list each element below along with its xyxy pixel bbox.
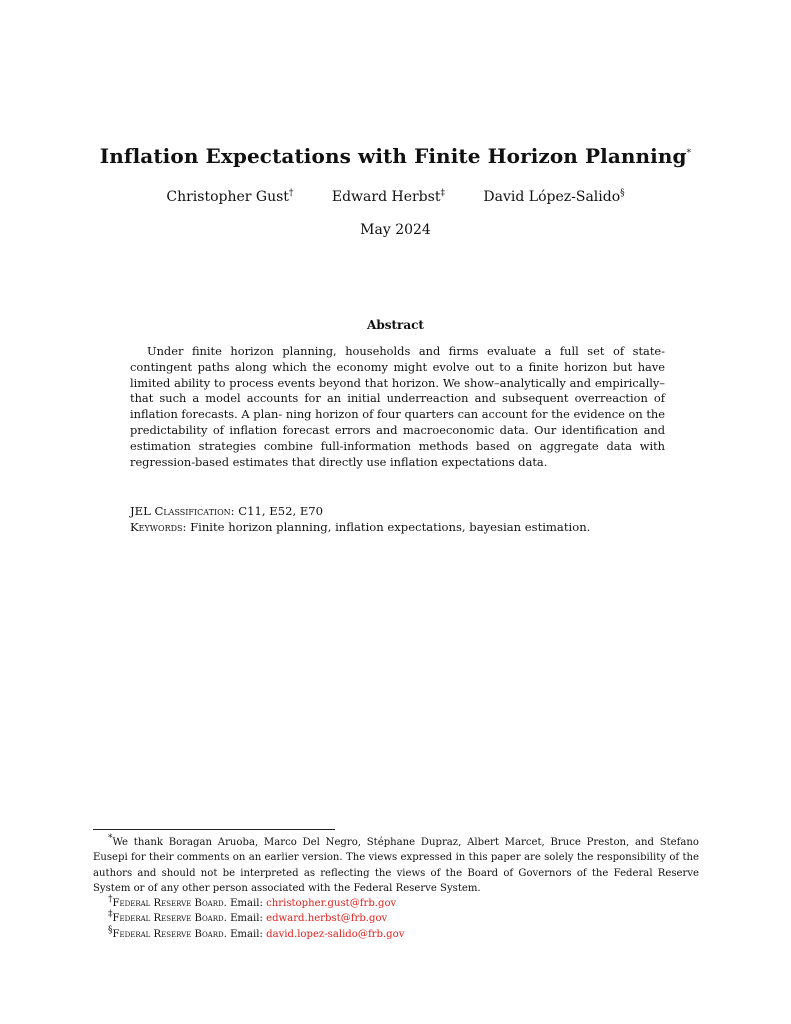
footnote-mark: § — [108, 925, 113, 936]
title-footnote-mark: * — [686, 148, 692, 159]
abstract-heading: Abstract — [367, 318, 424, 332]
email-label: Email: — [230, 928, 263, 940]
footnotes — [93, 835, 699, 942]
jel-classification — [130, 503, 690, 519]
email-link[interactable]: edward.herbst@frb.gov — [266, 913, 388, 925]
author-name: Christopher Gust — [166, 189, 289, 205]
abstract-body — [130, 344, 665, 470]
author-footnote-mark: † — [288, 188, 294, 199]
keywords — [130, 519, 690, 535]
author-1 — [166, 189, 293, 205]
acknowledgment-text: We thank Boragan Aruoba, Marco Del Negro, Stéphane Dupraz, Albert Marcet, Bruce Preston, and Stefano Eusepi for their comments on an earlier version. The views expressed in this paper are solely the responsibility of the authors and should not be interpreted as reflecting the views of the Board of Governors of the Federal Reserve System or of any other person associated with the Federal Reserve System. — [93, 837, 699, 894]
email-label: Email: — [230, 913, 263, 925]
author-name: Edward Herbst — [331, 189, 441, 205]
abstract-line: ning horizon of four quarters can account for the evidence on the predictability of inflation — [130, 407, 665, 437]
author-2 — [332, 189, 445, 205]
jel-codes: C11, E52, E70 — [238, 504, 324, 518]
abstract-line: forecast errors and macroeconomic data. Our identification and estimation strategies combine — [130, 422, 665, 453]
author-footnote-mark: § — [620, 188, 625, 199]
abstract-line: full-information methods based on aggregate data with regression-based estimates that directly — [130, 438, 665, 469]
affiliation-footnote-2 — [93, 911, 699, 926]
affiliation-org: Federal Reserve Board. — [112, 898, 227, 910]
publication-date: May 2024 — [360, 222, 431, 238]
footnote-mark: * — [108, 833, 113, 844]
jel-label: JEL Classification: — [130, 504, 235, 518]
abstract-line: Under finite horizon planning, households and firms evaluate a full set of state-contingent — [130, 344, 665, 374]
title-text: Inflation Expectations with Finite Horizon Planning — [99, 144, 687, 168]
author-3 — [483, 189, 624, 205]
email-link[interactable]: christopher.gust@frb.gov — [266, 898, 397, 910]
affiliation-footnote-3 — [93, 927, 699, 942]
email-link[interactable]: david.lopez-salido@frb.gov — [266, 928, 405, 940]
footnote-mark: † — [108, 894, 113, 905]
footnote-divider — [93, 829, 335, 830]
abstract-line: accounts for an initial underreaction and subsequent overreaction of inflation forecasts. A plan- — [130, 391, 665, 422]
keywords-value: Finite horizon planning, inflation expectations, bayesian estimation. — [190, 520, 591, 534]
classification-block — [130, 503, 690, 535]
author-footnote-mark: ‡ — [440, 188, 445, 199]
affiliation-org: Federal Reserve Board. — [112, 928, 227, 940]
footnote-mark: ‡ — [108, 910, 113, 921]
author-name: David López-Salido — [483, 189, 621, 205]
paper-title — [0, 144, 791, 168]
email-label: Email: — [230, 898, 263, 910]
acknowledgment-footnote — [93, 835, 699, 896]
abstract-line: process events beyond that horizon. We show–analytically and empirically–that such a model — [130, 375, 665, 406]
author-list — [0, 189, 791, 205]
keywords-label: Keywords: — [130, 520, 187, 534]
abstract-line: use inflation expectations data. — [366, 454, 548, 469]
affiliation-footnote-1 — [93, 896, 699, 911]
affiliation-org: Federal Reserve Board. — [112, 913, 227, 925]
abstract-line: paths along which the economy might evolve out to a finite horizon but have limited ability to — [130, 359, 666, 390]
